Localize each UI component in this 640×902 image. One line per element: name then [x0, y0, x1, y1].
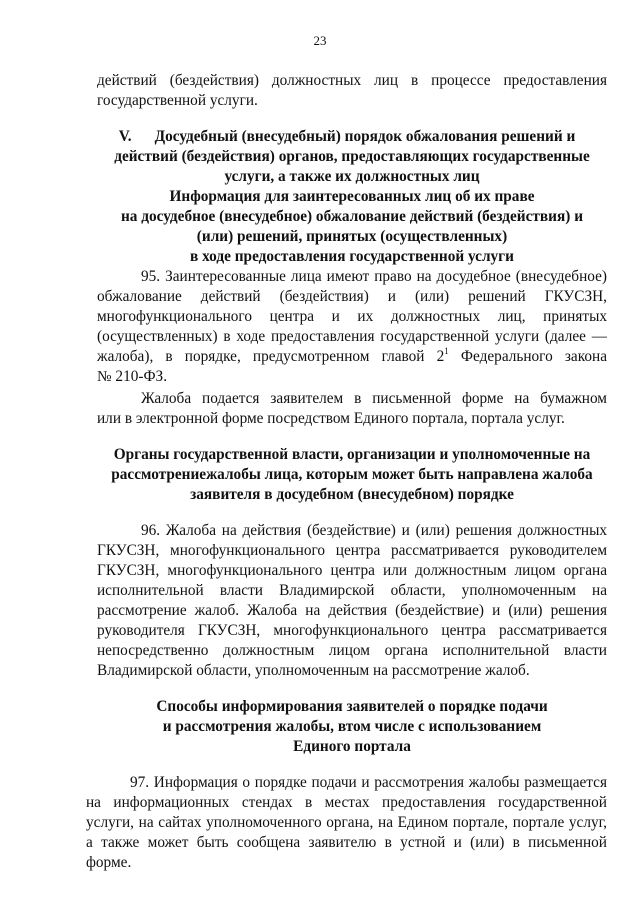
text-line: многофункционального центра и их должностных лиц, принятых — [97, 308, 607, 325]
section-number: V. — [118, 128, 132, 145]
subsection-title-line: (или) решений, принятых (осуществленных) — [196, 228, 508, 245]
text-line: непосредственно должностным лицом органа исполнительной власти — [97, 642, 607, 659]
text-line: услуги, на сайтах уполномоченного органа, на Едином портале, портале услуг, — [86, 814, 607, 831]
section-title-line: действий (бездействия) органов, предоставляющих государственные — [114, 148, 590, 165]
text-line: 95. Заинтересованные лица имеют право на досудебное (внесудебное) — [141, 268, 607, 285]
text-line: на информационных стендах в местах предоставления государственной — [86, 794, 607, 811]
text-line: 96. Жалоба на действия (бездействие) и (или) решения должностных — [141, 522, 607, 539]
text-line — [97, 346, 607, 368]
subsection-title-line: рассмотрениежалобы лица, которым может быть направлена жалоба — [111, 466, 593, 483]
text-run: жалоба), в порядке, предусмотренном главой 2 — [97, 348, 445, 365]
subsection-title-line: Единого портала — [293, 738, 411, 755]
section-title-line: услуги, а также их должностных лиц — [224, 168, 480, 185]
text-line: руководителя ГКУСЗН, многофункционального центра рассматривается — [97, 622, 607, 639]
subsection-title-line: в ходе предоставления государственной услуги — [190, 248, 514, 265]
subsection-title-line: Способы информирования заявителей о порядке подачи — [156, 698, 548, 715]
text-line: исполнительной власти Владимирской области, уполномоченным на — [97, 582, 607, 599]
section-title-line: Досудебный (внесудебный) порядок обжалования решений и — [154, 128, 576, 145]
text-line: ГКУСЗН, многофункционального центра рассматривается руководителем — [97, 542, 607, 559]
text-line: Жалоба подается заявителем в письменной форме на бумажном — [141, 390, 607, 407]
page-number: 23 — [313, 33, 327, 48]
subsection-title-line: на досудебное (внесудебное) обжалование действий (бездействия) и — [120, 208, 584, 225]
text-line: действий (бездействия) должностных лиц в процессе предоставления — [97, 72, 607, 89]
text-line: № 210-ФЗ. — [97, 368, 168, 385]
subsection-title-line: Информация для заинтересованных лиц об их праве — [169, 188, 535, 205]
text-line: форме. — [86, 854, 132, 871]
footnote-superscript: 1 — [444, 346, 449, 356]
text-line: 97. Информация о порядке подачи и рассмотрения жалобы размещается — [130, 774, 607, 791]
text-run: Федерального закона — [460, 348, 607, 365]
text-line: (осуществленных) в ходе предоставления государственной услуги (далее — — [97, 328, 607, 345]
text-line: обжалование действий (бездействия) и (или) решений ГКУСЗН, — [97, 288, 607, 305]
section-heading — [97, 126, 597, 148]
subsection-title-line: Органы государственной власти, организации и уполномоченные на — [113, 446, 591, 463]
text-line: рассмотрение жалоб. Жалоба на действия (бездействие) и (или) решения — [97, 602, 607, 619]
text-line: а также может быть сообщена заявителю в устной и (или) в письменной — [86, 834, 607, 851]
text-line: или в электронной форме посредством Единого портала, портала услуг. — [97, 410, 565, 427]
subsection-title-line: и рассмотрения жалобы, втом числе с использованием — [162, 718, 542, 735]
text-line: ГКУСЗН, многофункционального центра или должностным лицом органа — [97, 562, 607, 579]
text-line: Владимирской области, уполномоченным на рассмотрение жалоб. — [97, 662, 530, 679]
subsection-title-line: заявителя в досудебном (внесудебном) порядке — [190, 486, 514, 503]
text-line: государственной услуги. — [97, 92, 258, 109]
